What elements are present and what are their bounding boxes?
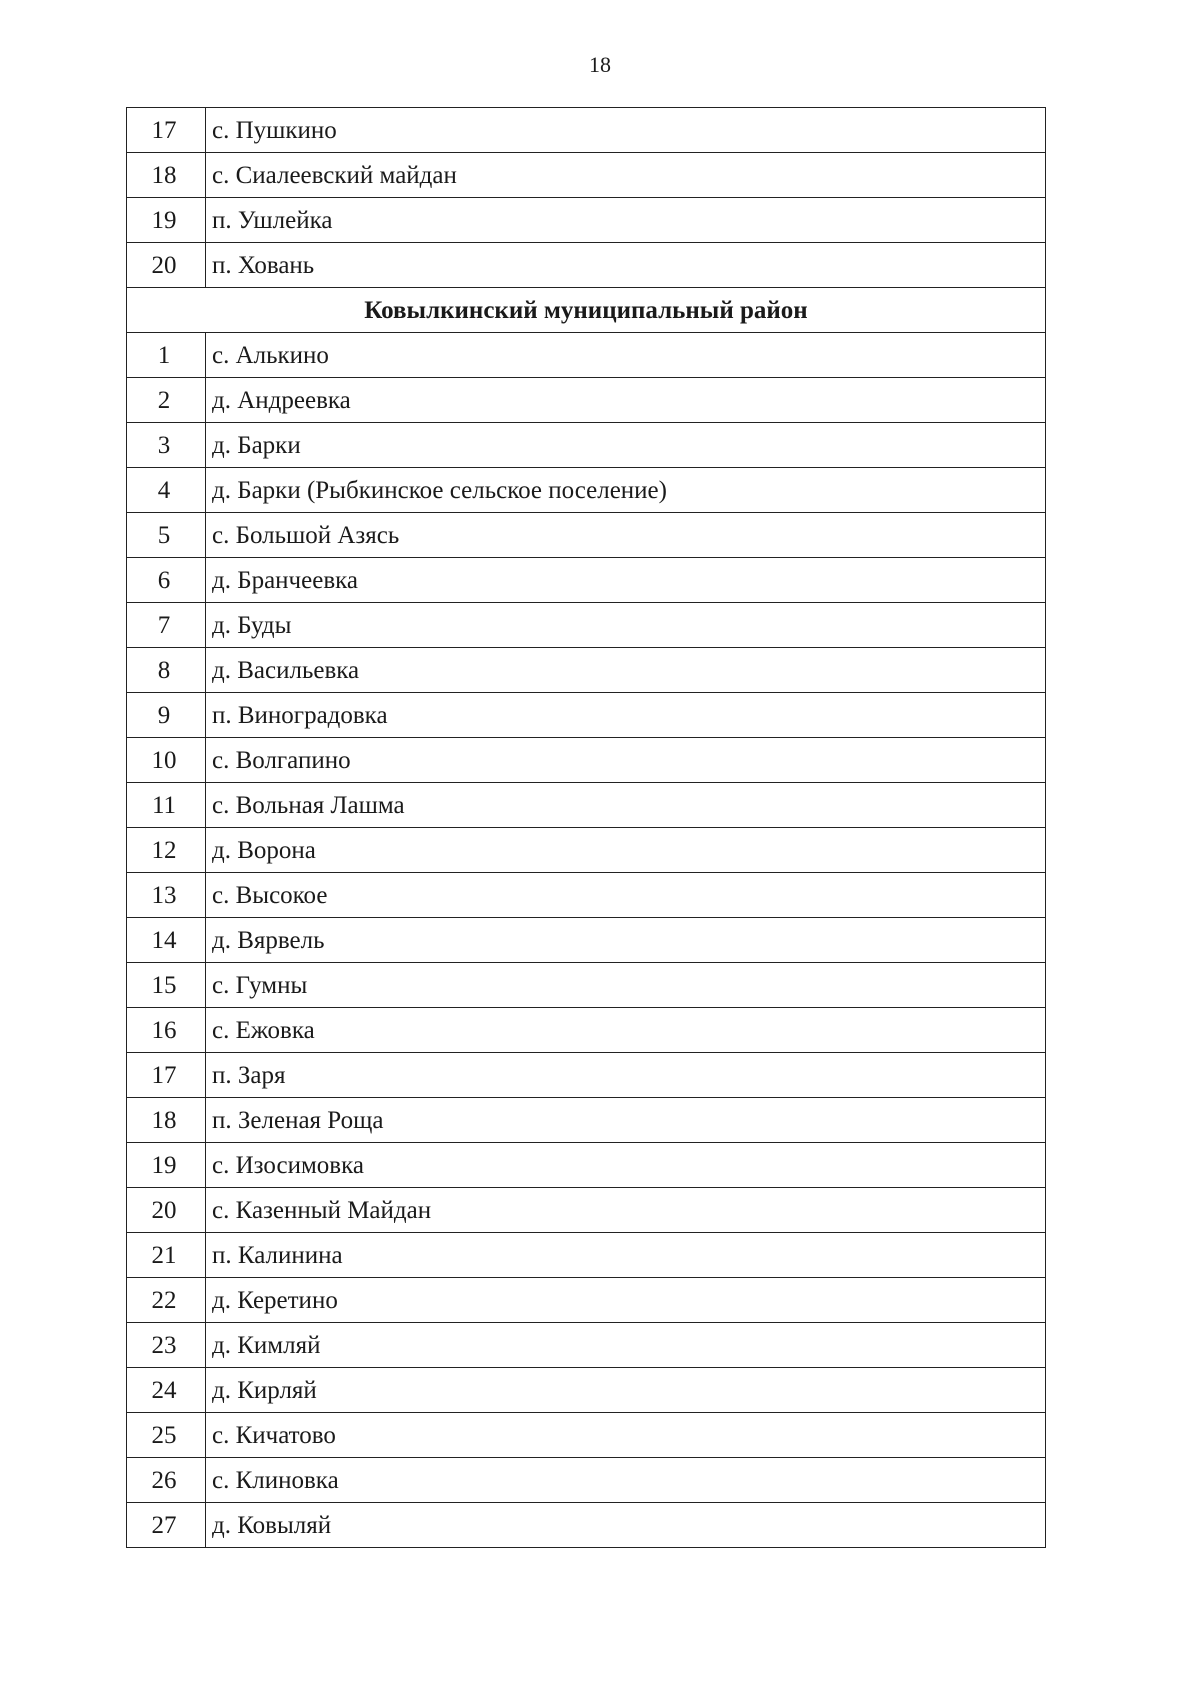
table-row bbox=[127, 693, 1046, 738]
settlement-name: с. Кичатово bbox=[206, 1413, 1046, 1458]
page-number: 18 bbox=[589, 52, 611, 77]
section-row bbox=[127, 288, 1046, 333]
row-number: 23 bbox=[127, 1323, 206, 1368]
row-number: 17 bbox=[127, 108, 206, 153]
row-number: 19 bbox=[127, 1143, 206, 1188]
table-row bbox=[127, 828, 1046, 873]
row-number: 8 bbox=[127, 648, 206, 693]
row-number: 11 bbox=[127, 783, 206, 828]
table-row bbox=[127, 378, 1046, 423]
table-row bbox=[127, 333, 1046, 378]
row-number: 13 bbox=[127, 873, 206, 918]
row-number: 5 bbox=[127, 513, 206, 558]
table-row bbox=[127, 513, 1046, 558]
row-number: 15 bbox=[127, 963, 206, 1008]
row-number: 19 bbox=[127, 198, 206, 243]
row-number: 18 bbox=[127, 153, 206, 198]
settlement-name: с. Сиалеевский майдан bbox=[206, 153, 1046, 198]
table-row bbox=[127, 783, 1046, 828]
table-row bbox=[127, 1053, 1046, 1098]
table-row bbox=[127, 1008, 1046, 1053]
table-row bbox=[127, 1143, 1046, 1188]
row-number: 12 bbox=[127, 828, 206, 873]
settlement-name: с. Пушкино bbox=[206, 108, 1046, 153]
row-number: 17 bbox=[127, 1053, 206, 1098]
settlement-name: д. Кирляй bbox=[206, 1368, 1046, 1413]
row-number: 27 bbox=[127, 1503, 206, 1548]
settlement-name: с. Волгапино bbox=[206, 738, 1046, 783]
settlement-name: п. Заря bbox=[206, 1053, 1046, 1098]
table-row bbox=[127, 1323, 1046, 1368]
settlement-name: д. Барки (Рыбкинское сельское поселение) bbox=[206, 468, 1046, 513]
table-row bbox=[127, 1368, 1046, 1413]
settlement-name: с. Высокое bbox=[206, 873, 1046, 918]
table-row bbox=[127, 1188, 1046, 1233]
table-row bbox=[127, 198, 1046, 243]
settlement-name: п. Виноградовка bbox=[206, 693, 1046, 738]
row-number: 25 bbox=[127, 1413, 206, 1458]
table-row bbox=[127, 1278, 1046, 1323]
table-row bbox=[127, 468, 1046, 513]
row-number: 26 bbox=[127, 1458, 206, 1503]
settlement-name: д. Буды bbox=[206, 603, 1046, 648]
table-row bbox=[127, 1098, 1046, 1143]
row-number: 22 bbox=[127, 1278, 206, 1323]
table-row bbox=[127, 108, 1046, 153]
settlement-name: д. Вярвель bbox=[206, 918, 1046, 963]
table-row bbox=[127, 738, 1046, 783]
table-row bbox=[127, 1413, 1046, 1458]
settlement-name: д. Ковыляй bbox=[206, 1503, 1046, 1548]
settlement-name: с. Большой Азясь bbox=[206, 513, 1046, 558]
table-row bbox=[127, 603, 1046, 648]
settlement-name: д. Барки bbox=[206, 423, 1046, 468]
row-number: 1 bbox=[127, 333, 206, 378]
table-body bbox=[127, 108, 1046, 1548]
row-number: 7 bbox=[127, 603, 206, 648]
settlement-name: п. Калинина bbox=[206, 1233, 1046, 1278]
row-number: 10 bbox=[127, 738, 206, 783]
table-row bbox=[127, 1233, 1046, 1278]
section-title: Ковылкинский муниципальный район bbox=[127, 288, 1046, 333]
row-number: 6 bbox=[127, 558, 206, 603]
settlement-name: д. Васильевка bbox=[206, 648, 1046, 693]
table-row bbox=[127, 873, 1046, 918]
table-row bbox=[127, 558, 1046, 603]
row-number: 20 bbox=[127, 1188, 206, 1233]
settlement-name: д. Керетино bbox=[206, 1278, 1046, 1323]
row-number: 9 bbox=[127, 693, 206, 738]
row-number: 2 bbox=[127, 378, 206, 423]
row-number: 14 bbox=[127, 918, 206, 963]
table-row bbox=[127, 963, 1046, 1008]
table-row bbox=[127, 648, 1046, 693]
table-row bbox=[127, 423, 1046, 468]
row-number: 20 bbox=[127, 243, 206, 288]
table-row bbox=[127, 1458, 1046, 1503]
settlement-name: д. Бранчеевка bbox=[206, 558, 1046, 603]
settlement-name: д. Ворона bbox=[206, 828, 1046, 873]
settlement-name: с. Вольная Лашма bbox=[206, 783, 1046, 828]
table-row bbox=[127, 1503, 1046, 1548]
settlement-name: с. Изосимовка bbox=[206, 1143, 1046, 1188]
settlement-name: с. Казенный Майдан bbox=[206, 1188, 1046, 1233]
table-row bbox=[127, 918, 1046, 963]
settlement-name: п. Ховань bbox=[206, 243, 1046, 288]
settlement-name: с. Гумны bbox=[206, 963, 1046, 1008]
row-number: 16 bbox=[127, 1008, 206, 1053]
settlement-name: с. Клиновка bbox=[206, 1458, 1046, 1503]
settlement-name: с. Ежовка bbox=[206, 1008, 1046, 1053]
settlement-name: д. Кимляй bbox=[206, 1323, 1046, 1368]
row-number: 21 bbox=[127, 1233, 206, 1278]
row-number: 4 bbox=[127, 468, 206, 513]
row-number: 18 bbox=[127, 1098, 206, 1143]
row-number: 3 bbox=[127, 423, 206, 468]
settlement-name: д. Андреевка bbox=[206, 378, 1046, 423]
settlements-table bbox=[126, 107, 1046, 1548]
settlement-name: с. Алькино bbox=[206, 333, 1046, 378]
settlement-name: п. Зеленая Роща bbox=[206, 1098, 1046, 1143]
row-number: 24 bbox=[127, 1368, 206, 1413]
settlement-name: п. Ушлейка bbox=[206, 198, 1046, 243]
table-row bbox=[127, 243, 1046, 288]
table-row bbox=[127, 153, 1046, 198]
